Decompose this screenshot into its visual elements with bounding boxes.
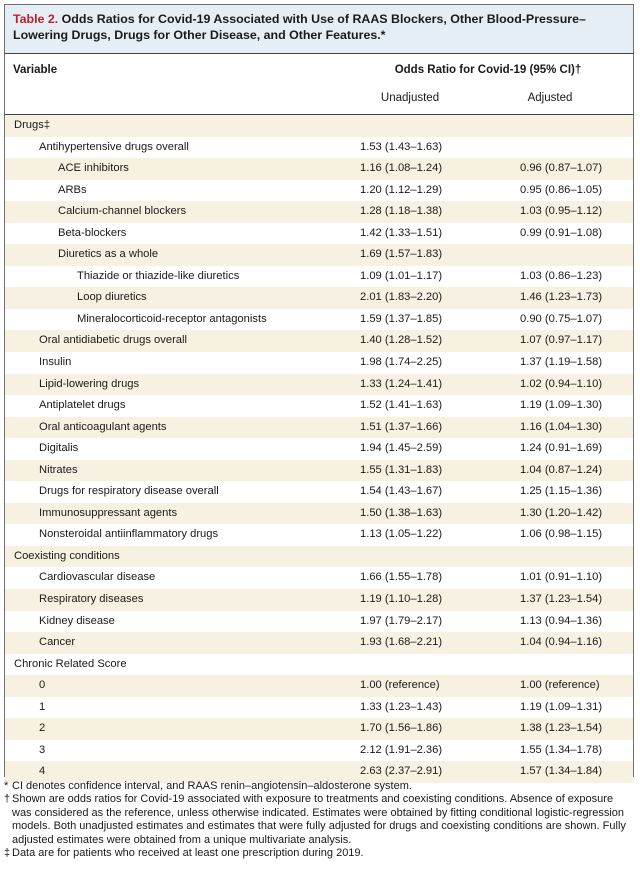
- unadjusted-value: 1.40 (1.28–1.52): [360, 334, 443, 347]
- adjusted-value: 0.96 (0.87–1.07): [520, 162, 603, 175]
- table-row: [5, 524, 633, 546]
- footnote-text: Data are for patients who received at least one prescription during 2019.: [12, 847, 364, 860]
- row-label: Coexisting conditions: [14, 549, 120, 562]
- row-label: Diuretics as a whole: [58, 248, 159, 261]
- table-title: [5, 5, 633, 53]
- adjusted-value: 0.90 (0.75–1.07): [520, 312, 603, 325]
- row-label: Calcium-channel blockers: [58, 205, 187, 218]
- row-label: Cancer: [39, 636, 76, 649]
- unadjusted-value: 1.33 (1.24–1.41): [360, 377, 443, 390]
- table-number: Table 2.: [13, 12, 59, 26]
- row-label: Nonsteroidal antiinflammatory drugs: [39, 528, 219, 541]
- unadjusted-value: 1.50 (1.38–1.63): [360, 506, 443, 519]
- row-label: Drugs‡: [14, 119, 51, 131]
- table-row: [5, 266, 633, 288]
- unadjusted-value: 1.97 (1.79–2.17): [360, 614, 443, 627]
- footnote-text: Shown are odds ratios for Covid-19 associated with exposure to treatments and coexisting conditions. Absence of exposure was considered as the reference, unless otherwise indicated. Estimates were obtained by fitting conditional logistic-regression models. Both unadjusted estimates and estimates that were fully adjusted for drugs and coexisting conditions are shown. Fully adjusted estimates were obtained from a unique multivariate analysis.: [12, 793, 626, 846]
- table-row: [5, 675, 633, 697]
- unadjusted-value: 2.63 (2.37–2.91): [360, 765, 443, 778]
- unadjusted-value: 1.53 (1.43–1.63): [360, 140, 443, 153]
- table-row: [5, 374, 633, 396]
- unadjusted-value: 1.09 (1.01–1.17): [360, 269, 443, 282]
- footnote-symbol: ‡: [4, 847, 11, 860]
- row-label: Oral anticoagulant agents: [39, 420, 167, 433]
- unadjusted-value: 1.28 (1.18–1.38): [360, 205, 443, 218]
- table-row: [5, 352, 633, 374]
- adjusted-value: 1.13 (0.94–1.36): [520, 614, 603, 627]
- adjusted-header: Adjusted: [527, 92, 573, 104]
- row-label: Oral antidiabetic drugs overall: [39, 334, 187, 347]
- unadjusted-value: 1.13 (1.05–1.22): [360, 528, 443, 541]
- row-label: 0: [39, 679, 46, 692]
- adjusted-value: 1.37 (1.23–1.54): [520, 593, 603, 606]
- table-row: [5, 158, 633, 180]
- adjusted-value: 1.19 (1.09–1.30): [520, 399, 603, 412]
- adjusted-value: 1.37 (1.19–1.58): [520, 356, 603, 369]
- row-label: ACE inhibitors: [58, 162, 129, 175]
- adjusted-value: 1.06 (0.98–1.15): [520, 528, 603, 541]
- row-label: Immunosuppressant agents: [39, 506, 178, 519]
- unadjusted-value: 1.51 (1.37–1.66): [360, 420, 443, 433]
- table-row: [5, 330, 633, 352]
- adjusted-value: 1.03 (0.95–1.12): [520, 205, 603, 218]
- adjusted-value: 1.25 (1.15–1.36): [520, 485, 603, 498]
- table-row: [5, 654, 633, 676]
- unadjusted-value: 1.20 (1.12–1.29): [360, 183, 443, 196]
- table-row: [5, 632, 633, 654]
- unadjusted-value: 2.01 (1.83–2.20): [360, 291, 443, 304]
- adjusted-value: 1.24 (0.91–1.69): [520, 442, 603, 455]
- adjusted-value: 1.30 (1.20–1.42): [520, 506, 603, 519]
- row-label: 3: [39, 743, 46, 756]
- unadjusted-value: 1.19 (1.10–1.28): [360, 593, 443, 606]
- adjusted-value: 1.00 (reference): [520, 679, 600, 692]
- table-container: [4, 4, 634, 777]
- footnote-text: CI denotes confidence interval, and RAAS renin–angiotensin–aldosterone system.: [12, 780, 412, 792]
- footnote: [4, 780, 632, 793]
- row-label: Digitalis: [39, 442, 79, 455]
- table-row: [5, 244, 633, 266]
- row-label: 1: [39, 700, 46, 713]
- unadjusted-value: 1.98 (1.74–2.25): [360, 356, 443, 369]
- row-label: Loop diuretics: [77, 291, 147, 304]
- adjusted-value: 1.04 (0.94–1.16): [520, 636, 603, 649]
- table-row: [5, 223, 633, 245]
- unadjusted-value: 1.94 (1.45–2.59): [360, 442, 443, 455]
- row-label: Antihypertensive drugs overall: [39, 140, 189, 153]
- adjusted-value: 1.55 (1.34–1.78): [520, 743, 603, 756]
- unadjusted-value: 1.33 (1.23–1.43): [360, 700, 443, 713]
- row-label: Respiratory diseases: [39, 593, 144, 606]
- table-row: [5, 697, 633, 719]
- unadjusted-header: Unadjusted: [380, 92, 440, 104]
- unadjusted-value: 1.52 (1.41–1.63): [360, 399, 443, 412]
- table-row: [5, 567, 633, 589]
- row-label: Kidney disease: [39, 614, 115, 627]
- odds-ratio-header: Odds Ratio for Covid-19 (95% CI)†: [394, 64, 582, 76]
- table-row: [5, 611, 633, 633]
- table-row: [5, 503, 633, 525]
- adjusted-value: 1.03 (0.86–1.23): [520, 269, 603, 282]
- table-title-text: Odds Ratios for Covid-19 Associated with Use of RAAS Blockers, Other Blood-Pressure–Lowering Drugs, Drugs for Other Disease, and Other Features.*: [13, 12, 586, 42]
- adjusted-value: 1.01 (0.91–1.10): [520, 571, 603, 584]
- adjusted-value: 1.19 (1.09–1.31): [520, 700, 603, 713]
- unadjusted-value: 2.12 (1.91–2.36): [360, 743, 443, 756]
- adjusted-value: 1.46 (1.23–1.73): [520, 291, 603, 304]
- footnote-symbol: †: [4, 793, 11, 806]
- row-label: Drugs for respiratory disease overall: [39, 485, 219, 498]
- unadjusted-value: 1.66 (1.55–1.78): [360, 571, 443, 584]
- row-label: Chronic Related Score: [14, 657, 127, 670]
- table-row: [5, 287, 633, 309]
- row-label: Mineralocorticoid-receptor antagonists: [77, 312, 267, 325]
- table-row: [5, 589, 633, 611]
- variable-header: Variable: [13, 64, 58, 76]
- table-row: [5, 740, 633, 762]
- table-row: [5, 180, 633, 202]
- unadjusted-value: 1.42 (1.33–1.51): [360, 226, 443, 239]
- adjusted-value: 1.16 (1.04–1.30): [520, 420, 603, 433]
- unadjusted-value: 1.70 (1.56–1.86): [360, 722, 443, 735]
- table-row: [5, 137, 633, 159]
- table-row: [5, 309, 633, 331]
- table-row: [5, 438, 633, 460]
- row-label: 2: [39, 722, 46, 735]
- unadjusted-value: 1.93 (1.68–2.21): [360, 636, 443, 649]
- row-label: Nitrates: [39, 463, 78, 476]
- table-row: [5, 718, 633, 740]
- row-label: Beta-blockers: [58, 226, 127, 239]
- unadjusted-value: 1.54 (1.43–1.67): [360, 485, 443, 498]
- table-row: [5, 546, 633, 568]
- adjusted-value: 1.02 (0.94–1.10): [520, 377, 603, 390]
- unadjusted-value: 1.59 (1.37–1.85): [360, 312, 443, 325]
- footnote: [4, 793, 632, 847]
- unadjusted-value: 1.69 (1.57–1.83): [360, 248, 443, 261]
- table-row: [5, 115, 633, 137]
- table-row: [5, 460, 633, 482]
- unadjusted-value: 1.00 (reference): [360, 679, 440, 692]
- row-label: Thiazide or thiazide-like diuretics: [77, 269, 240, 282]
- footnotes: [4, 780, 632, 860]
- row-label: Lipid-lowering drugs: [39, 377, 140, 390]
- adjusted-value: 1.04 (0.87–1.24): [520, 463, 603, 476]
- column-header: [5, 53, 633, 115]
- table-body: [5, 115, 633, 783]
- adjusted-value: 1.38 (1.23–1.54): [520, 722, 603, 735]
- table-row: [5, 395, 633, 417]
- table-row: [5, 201, 633, 223]
- footnote: [4, 847, 632, 860]
- row-label: Antiplatelet drugs: [39, 399, 126, 412]
- adjusted-value: 1.07 (0.97–1.17): [520, 334, 603, 347]
- table-row: [5, 417, 633, 439]
- row-label: Cardiovascular disease: [39, 571, 156, 584]
- row-label: ARBs: [58, 183, 87, 196]
- adjusted-value: 0.95 (0.86–1.05): [520, 183, 603, 196]
- unadjusted-value: 1.55 (1.31–1.83): [360, 463, 443, 476]
- row-label: 4: [39, 765, 46, 778]
- adjusted-value: 0.99 (0.91–1.08): [520, 226, 603, 239]
- row-label: Insulin: [39, 356, 72, 369]
- table-row: [5, 481, 633, 503]
- footnote-symbol: *: [4, 780, 9, 792]
- adjusted-value: 1.57 (1.34–1.84): [520, 765, 603, 778]
- unadjusted-value: 1.16 (1.08–1.24): [360, 162, 443, 175]
